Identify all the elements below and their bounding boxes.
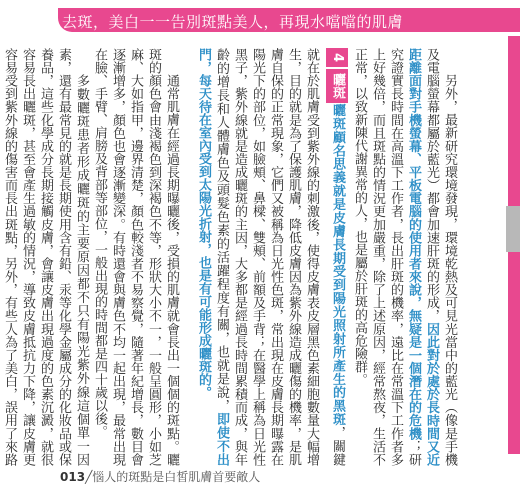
page-footer: [60, 468, 260, 485]
section-heading: [326, 48, 348, 103]
highlight-sun-spot-definition: 曬斑顧名思義就是皮膚長期受到陽光照射所產生的黑斑: [330, 103, 345, 427]
page-number: 013: [60, 470, 86, 484]
paragraph-sun-spot-appearance: 通常肌膚在經過長期曝曬後，受損的肌膚就會長出一個個的斑點。曬斑的顏色會由淺褐色到深褐色不等，形狀大小不一，一般呈圓形，小如芝麻、大如指甲，邊界清楚，顏色較淺者不易察覺，隨著年紀增長，數目會逐漸增多，顏色也會逐漸變深。有時還會與膚色不均一起出現，最常出現在臉、手臂、肩膀及背部等部位，一般出現的時間都是四十歲以後。: [92, 48, 179, 466]
running-title: ╱惱人的斑點是白皙肌膚首要敵人: [85, 470, 261, 484]
section-number: 4: [326, 48, 348, 67]
paragraph-sun-spot-causes: 多數曬斑患者形成曬斑的主要原因都不只有陽光紫外線這個單一因素，還有最常見的就是長期使用含有鉛、汞等化學金屬成分的化妝品或保養品，這些化學成分長期接觸皮膚，會讓皮膚出現過度的色素沉澱，就很容易長出曬斑，甚至會產生過敏的情況，導致皮膚抵抗力下降，讓皮膚更容易受到紫外線的傷害而長出斑點，另外，有些人為了美白，誤用了來路: [2, 48, 89, 466]
highlight-indoor-risk: 即使不出門，每天待在室內受到太陽光折射，也是有可能形成曬斑的。: [196, 48, 229, 466]
chapter-title: 去斑，美白一一告別斑點美人，再現水噹噹的肌膚: [62, 13, 404, 31]
body-text: [2, 48, 458, 467]
paragraph-melasma-causes: 另外，最新研究環境發現，環境乾熱及可見光當中的藍光（像是手機及電腦螢幕都屬於藍光）都會加速肝斑的形成，因此對於處於長時間又近距離面對手機螢幕、平板電腦的使用者來說，無疑是一個潛在的危機；研究證實長時間在高溫下工作者，長出肝斑的機率，遠比在常溫下工作者多上好幾倍，而且斑點的情況更加嚴重，除了上述原因，經常熬夜，生活不正常，以致新陳代謝異常的人，也是屬於肝斑的高危險群。: [352, 48, 457, 467]
section-4-heading-line: 4曬斑曬斑顧名思義就是皮膚長期受到陽光照射所產生的黑斑，關鍵就在於肌膚受到紫外線的刺激後，使得皮膚表皮層黑色素細胞數量大幅增生，目的就是為了保護肌膚，降低皮膚因為紫外線造成曬傷的機率，是肌膚自保的正常現象，它們又被稱為日光性色斑，常出現在皮膚長期曝露在陽光下的部位，如臉頰、鼻樑、雙頰、前額及手背；在醫學上稱為日光性黑子，紫外線就是造成曬斑的主因，大多都是經過長時間累積而成，與年齡的增長和人體膚色及頭髮色素的活躍程度有關，也就是說，即使不出門，每天待在室內受到太陽光折射，也是有可能形成曬斑的。: [194, 48, 350, 466]
section-title: 曬斑: [326, 69, 348, 103]
highlight-screen-danger: 因此對於處於長時間又近距離面對手機螢幕、平板電腦的使用者來說，無疑是一個潛在的危機: [406, 48, 439, 467]
chapter-edge-tab: [506, 206, 520, 252]
